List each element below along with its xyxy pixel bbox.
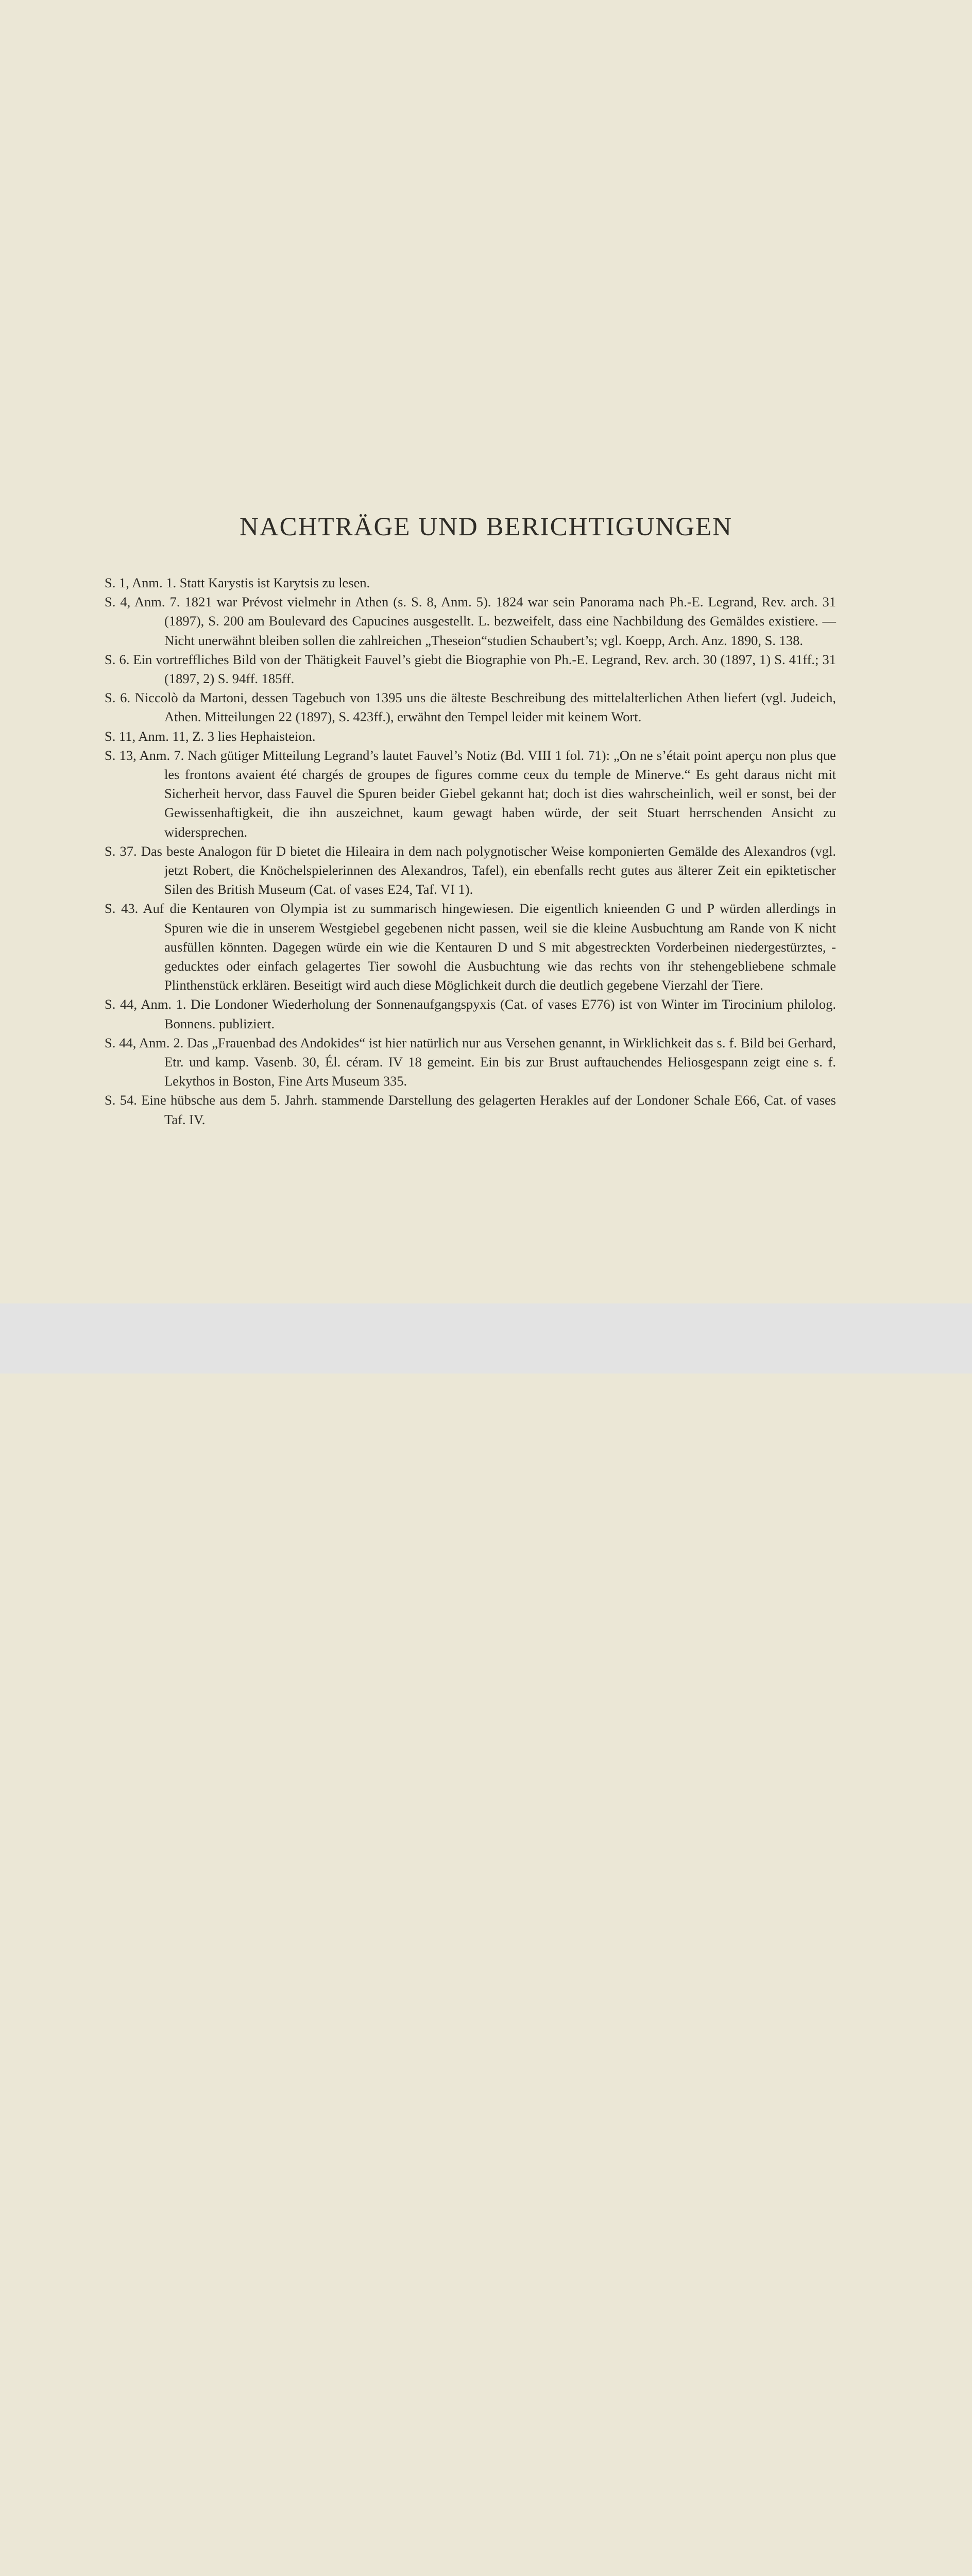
footer-bar (0, 1303, 972, 1374)
correction-entry: S. 6. Niccolò da Martoni, dessen Tagebuch von 1395 uns die älteste Beschreibung des mittelalterlichen Athen liefert (vgl. Judeich, Athen. Mitteilungen 22 (1897), S. 423ff.), erwähnt den Tempel leider mit keinem Wort. (105, 690, 836, 725)
correction-entry: S. 13, Anm. 7. Nach gütiger Mitteilung Legrand’s lautet Fauvel’s Notiz (Bd. VIII 1 fol. 71): „On ne s’était point aperçu non plus que les frontons avaient été chargés de groupes de figures comme ceux du temple de Minerve.“ Es geht daraus nicht mit Sicherheit hervor, dass Fauvel die Spuren beider Giebel gekannt hat; doch ist dies wahrscheinlich, weil er sonst, bei der Gewissenhaftigkeit, die ihn auszeichnet, kaum gewagt haben würde, der seit Stuart herrschenden Ansicht zu widersprechen. (105, 747, 836, 840)
correction-entry: S. 54. Eine hübsche aus dem 5. Jahrh. stammende Darstellung des gelagerten Herakles auf der Londoner Schale E66, Cat. of vases Taf. IV. (105, 1092, 836, 1127)
page-title: NACHTRÄGE UND BERICHTIGUNGEN (240, 513, 732, 542)
corrections-list (105, 573, 836, 1129)
correction-entry: S. 44, Anm. 1. Die Londoner Wiederholung der Sonnenaufgangspyxis (Cat. of vases E776) ist von Winter im Tirocinium philolog. Bonnens. publiziert. (105, 996, 836, 1031)
correction-entry: S. 6. Ein vortreffliches Bild von der Thätigkeit Fauvel’s giebt die Biographie von Ph.-E. Legrand, Rev. arch. 30 (1897, 1) S. 41ff.; 31 (1897, 2) S. 94ff. 185ff. (105, 651, 836, 687)
correction-entry: S. 11, Anm. 11, Z. 3 lies Hephaisteion. (105, 728, 316, 744)
correction-entry: S. 43. Auf die Kentauren von Olympia ist zu summarisch hingewiesen. Die eigentlich knieenden G und P würden allerdings in Spuren wie die in unserem Westgiebel gegebenen nicht passen, weil sie die kleine Ausbuchtung am Rande von K nicht ausfüllen könnten. Dagegen würde ein wie die Kentauren D und S mit abgestreckten Vorderbeinen niedergestürztes, -geducktes oder einfach gelagertes Tier sowohl die Ausbuchtung wie das rechts von ihr stehengebliebene schmale Plinthenstück erklären. Beseitigt wird auch diese Möglichkeit durch die deutlich gegebene Vierzahl der Tiere. (105, 901, 836, 993)
correction-entry: S. 1, Anm. 1. Statt Karystis ist Karytsis zu lesen. (105, 575, 370, 590)
correction-entry: S. 44, Anm. 2. Das „Frauenbad des Andokides“ ist hier natürlich nur aus Versehen genannt, in Wirklichkeit das s. f. Bild bei Gerhard, Etr. und kamp. Vasenb. 30, Él. céram. IV 18 gemeint. Ein bis zur Brust auftauchendes Heliosgespann zeigt eine s. f. Lekythos in Boston, Fine Arts Museum 335. (105, 1035, 836, 1089)
correction-entry: S. 37. Das beste Analogon für D bietet die Hileaira in dem nach polygnotischer Weise komponierten Gemälde des Alexandros (vgl. jetzt Robert, die Knöchelspielerinnen des Alexandros, Tafel), ein ebenfalls recht gutes aus älterer Zeit ein epiktetischer Silen des British Museum (Cat. of vases E24, Taf. VI 1). (105, 843, 836, 897)
correction-entry: S. 4, Anm. 7. 1821 war Prévost vielmehr in Athen (s. S. 8, Anm. 5). 1824 war sein Panorama nach Ph.-E. Legrand, Rev. arch. 31 (1897), S. 200 am Boulevard des Capucines ausgestellt. L. bezweifelt, dass eine Nachbildung des Gemäldes existiere. — Nicht unerwähnt bleiben sollen die zahlreichen „Theseion“studien Schaubert’s; vgl. Koepp, Arch. Anz. 1890, S. 138. (105, 594, 836, 648)
